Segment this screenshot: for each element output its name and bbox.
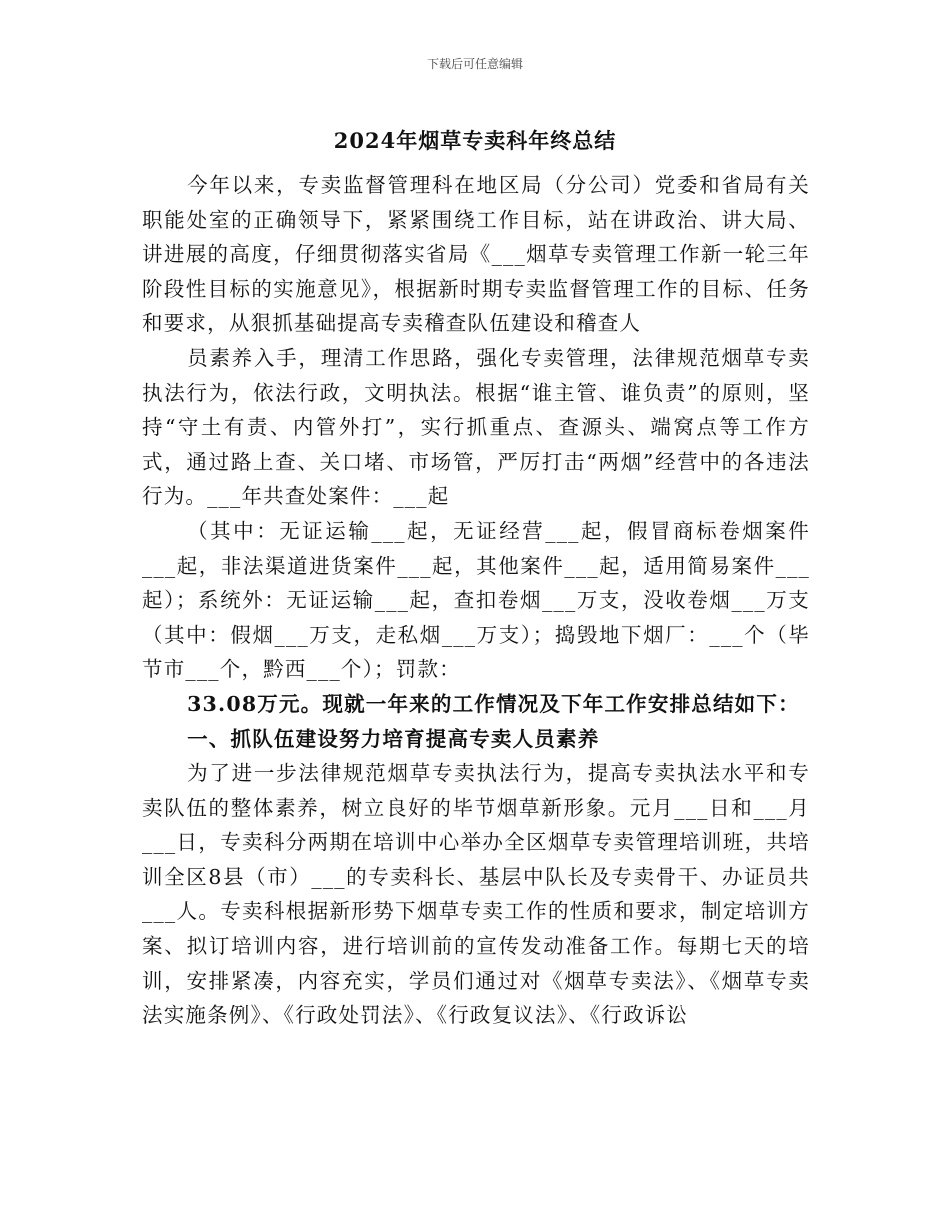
header-note: 下载后可任意编辑 xyxy=(426,57,523,71)
document-body xyxy=(142,168,810,1033)
section-heading: 一、抓队伍建设努力培育提高专卖人员素养 xyxy=(187,726,600,751)
document-title: 2024年烟草专卖科年终总结 xyxy=(333,128,617,153)
paragraph: 员素养入手，理清工作思路，强化专卖管理，法律规范烟草专卖执法行为，依法行政，文明执法。根据“谁主管、谁负责”的原则，坚持“守土有责、内管外打”，实行抓重点、查源头、端窝点等工作方式，通过路上查、关口堵、市场管，严厉打击“两烟”经营中的各违法行为。___年共查处案件：___起 xyxy=(142,345,810,509)
paragraph: 为了进一步法律规范烟草专卖执法行为，提高专卖执法水平和专卖队伍的整体素养，树立良好的毕节烟草新形象。元月___日和___月___日，专卖科分两期在培训中心举办全区烟草专卖管理培训班，共培训全区8县（市）___的专卖科长、基层中队长及专卖骨干、办证员共___人。专卖科根据新形势下烟草专卖工作的性质和要求，制定培训方案、拟订培训内容，进行培训前的宣传发动准备工作。每期七天的培训，安排紧凑，内容充实，学员们通过对《烟草专卖法》、《烟草专卖法实施条例》、《行政处罚法》、《行政复议法》、《行政诉讼 xyxy=(142,761,810,1028)
paragraph: （其中：无证运输___起，无证经营___起，假冒商标卷烟案件___起，非法渠道进货案件___起，其他案件___起，适用简易案件___起）；系统外：无证运输___起，查扣卷烟___万支，没收卷烟___万支（其中：假烟___万支，走私烟___万支）；捣毁地下烟厂：___个（毕节市___个，黔西___个）；罚款： xyxy=(142,518,810,682)
summary-lead: 33.08万元。现就一年来的工作情况及下年工作安排总结如下： xyxy=(187,691,800,716)
paragraph: 今年以来，专卖监督管理科在地区局（分公司）党委和省局有关职能处室的正确领导下，紧紧围绕工作目标，站在讲政治、讲大局、讲进展的高度，仔细贯彻落实省局《___烟草专卖管理工作新一轮三年阶段性目标的实施意见》，根据新时期专卖监督管理工作的目标、任务和要求，从狠抓基础提高专卖稽查队伍建设和稽查人 xyxy=(142,173,810,336)
